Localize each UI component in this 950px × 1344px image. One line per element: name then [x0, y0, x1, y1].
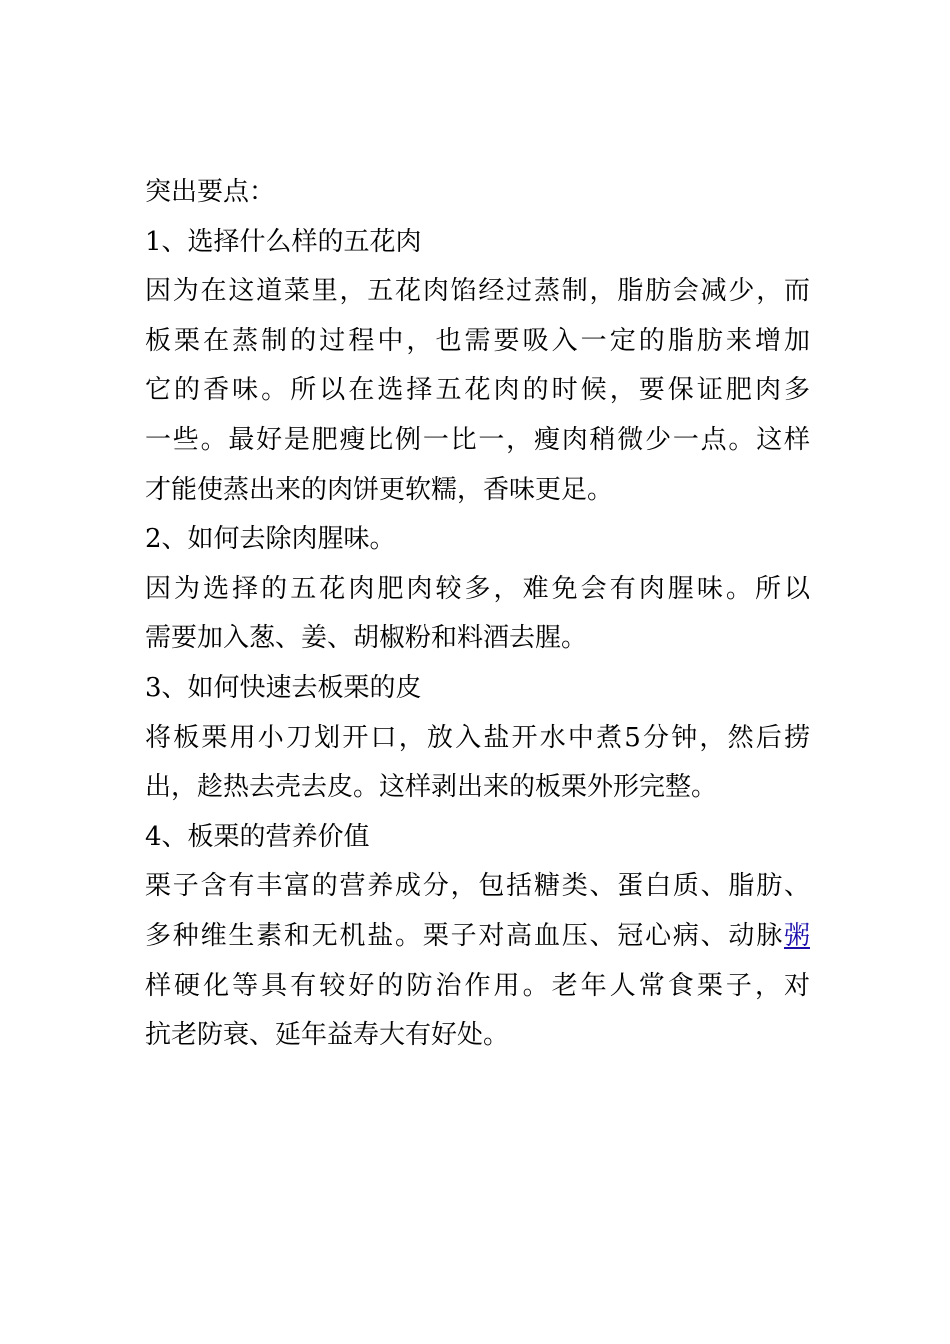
text-line-18: 抗老防衰、延年益寿大有好处。	[145, 1020, 510, 1051]
text-line-5: 它的香味。所以在选择五花肉的时候，要保证肥肉多	[145, 375, 810, 406]
text-line-4: 板栗在蒸制的过程中，也需要吸入一定的脂肪来增加	[145, 325, 810, 356]
text-line-16	[145, 912, 810, 962]
section-heading-3: 3、如何快速去板栗的皮	[145, 672, 422, 703]
text-line-7: 才能使蒸出来的肉饼更软糯，香味更足。	[145, 474, 614, 505]
porridge-link[interactable]: 粥	[783, 920, 810, 951]
text-line-16-body: 多种维生素和无机盐。栗子对高血压、冠心病、动脉	[145, 920, 784, 951]
text-line-15: 栗子含有丰富的营养成分，包括糖类、蛋白质、脂肪、	[145, 871, 810, 902]
section-heading-2: 2、如何去除肉腥味。	[145, 524, 396, 555]
text-line-6: 一些。最好是肥瘦比例一比一，瘦肉稍微少一点。这样	[145, 424, 810, 455]
text-line-17: 样硬化等具有较好的防治作用。老年人常食栗子，对	[145, 970, 810, 1001]
text-line-9: 因为选择的五花肉肥肉较多，难免会有肉腥味。所以	[145, 573, 810, 604]
document-body	[145, 168, 810, 1061]
text-line-1: 突出要点：	[145, 177, 276, 207]
text-line-13: 出，趁热去壳去皮。这样剥出来的板栗外形完整。	[145, 772, 718, 803]
section-heading-1: 1、选择什么样的五花肉	[145, 226, 422, 257]
text-line-3: 因为在这道菜里，五花肉馅经过蒸制，脂肪会减少，而	[145, 276, 810, 307]
text-line-12: 将板栗用小刀划开口，放入盐开水中煮5分钟，然后捞	[145, 722, 810, 753]
section-heading-4: 4、板栗的营养价值	[145, 821, 370, 852]
text-line-10: 需要加入葱、姜、胡椒粉和料酒去腥。	[145, 623, 588, 654]
